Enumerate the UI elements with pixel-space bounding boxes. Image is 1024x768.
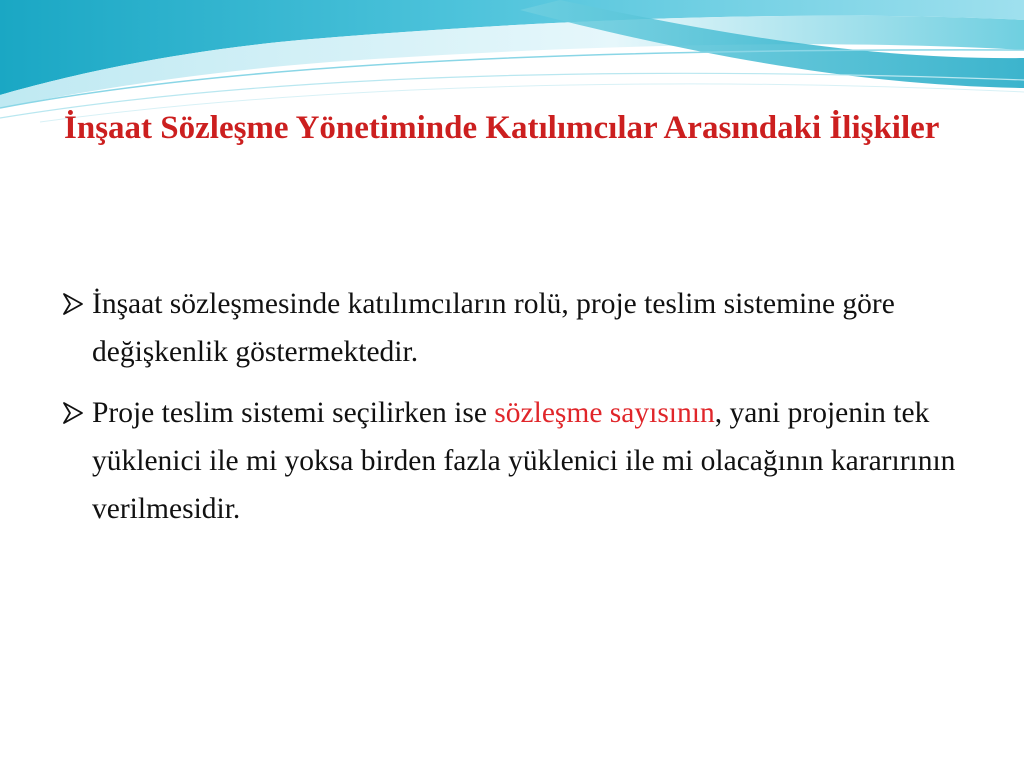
- bullet-list: [62, 280, 962, 546]
- arrow-bullet-icon: [62, 293, 88, 315]
- bullet-text-2-before: Proje teslim sistemi seçilirken ise: [92, 397, 495, 429]
- bullet-text-1: İnşaat sözleşmesinde katılımcıların rolü, proje teslim sistemine göre değişkenlik göstermektedir.: [92, 288, 895, 368]
- slide-title: İnşaat Sözleşme Yönetiminde Katılımcılar Arasındaki İlişkiler: [64, 110, 940, 146]
- bullet-text-2-highlight: sözleşme sayısının: [494, 397, 715, 429]
- arrow-bullet-icon: [62, 402, 88, 424]
- bullet-text-2-after: , yani projenin tek yüklenici ile mi yoksa birden fazla yüklenici ile mi olacağının kararırının verilmesidir.: [92, 397, 956, 525]
- bullet-item-2: [62, 389, 962, 533]
- bullet-item-1: [62, 280, 962, 376]
